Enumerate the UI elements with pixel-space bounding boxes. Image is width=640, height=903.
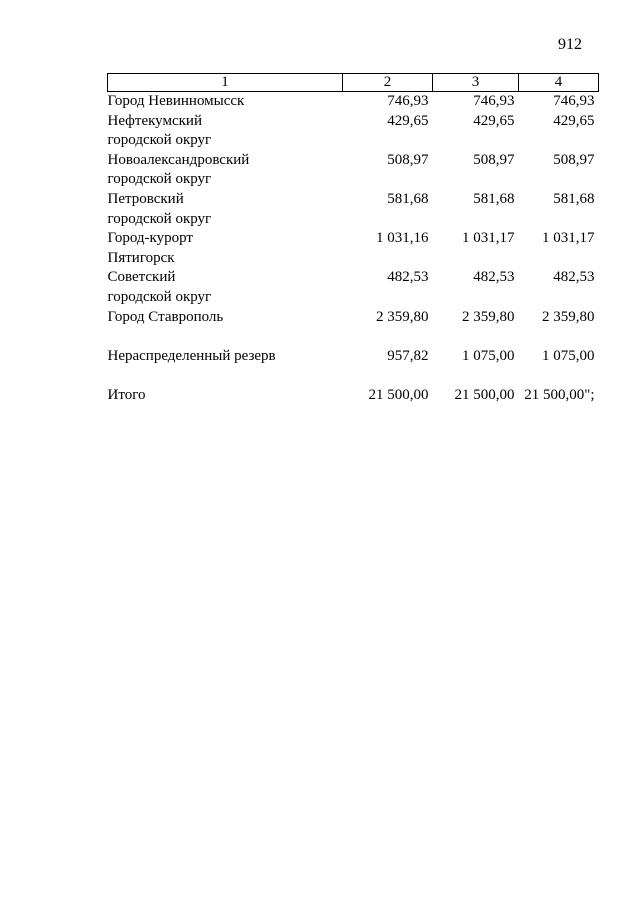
table-row (108, 229, 599, 268)
name-line: Советский (107, 269, 176, 286)
table-row (108, 268, 599, 307)
spacer (108, 366, 599, 386)
name-line: городской округ (107, 288, 212, 305)
amount-cell: 746,93 (387, 93, 429, 109)
name-line: городской округ (107, 210, 212, 227)
amount-cell: 482,53 (387, 269, 429, 286)
name-line: Город-курорт (107, 230, 193, 247)
municipality-name (108, 268, 343, 307)
amount-cell: 429,65 (387, 112, 429, 129)
amount-cell: 957,82 (387, 347, 429, 364)
column-header: 3 (433, 74, 519, 92)
table-row (108, 190, 599, 229)
table-row (108, 347, 599, 367)
amount-cell: 508,97 (553, 151, 595, 168)
amount-cell: 581,68 (553, 190, 595, 207)
amount-cell: 1 031,17 (462, 230, 515, 247)
amount-cell: 2 359,80 (542, 308, 595, 325)
amount-cell: 1 031,17 (542, 230, 595, 247)
amount-cell: 21 500,00 (368, 386, 429, 403)
amount-cell: 1 031,16 (376, 230, 429, 247)
amount-cell: 2 359,80 (462, 308, 515, 325)
name-line: Город Ставрополь (107, 308, 224, 325)
spacer-row (108, 366, 599, 386)
name-line: Пятигорск (107, 249, 175, 266)
amount-cell: 429,65 (553, 112, 595, 129)
name-line: Нераспределенный резерв (107, 347, 276, 364)
name-line: городской округ (107, 171, 212, 188)
column-header: 1 (108, 74, 343, 92)
table-row (108, 92, 599, 112)
amount-cell: 482,53 (553, 269, 595, 286)
amount-cell: 2 359,80 (376, 308, 429, 325)
amount-cell: 581,68 (473, 190, 515, 207)
amount-cell: 746,93 (473, 93, 515, 109)
amount-cell: 21 500,00 (454, 386, 515, 403)
municipality-name (108, 229, 343, 268)
municipality-name (108, 190, 343, 229)
page-number: 912 (558, 36, 582, 53)
amount-cell: 21 500,00"; (524, 386, 595, 403)
name-line: городской округ (107, 132, 212, 149)
allocation-table (107, 73, 599, 406)
column-header: 4 (519, 74, 599, 92)
amount-cell: 508,97 (473, 151, 515, 168)
name-line: Итого (107, 386, 146, 403)
table-row (108, 308, 599, 328)
spacer-row (108, 327, 599, 347)
municipality-name (108, 386, 343, 406)
amount-cell: 508,97 (387, 151, 429, 168)
amount-cell: 746,93 (553, 93, 595, 109)
name-line: Петровский (107, 190, 184, 207)
amount-cell: 1 075,00 (462, 347, 515, 364)
municipality-name (108, 151, 343, 190)
name-line: Нефтекумский (107, 112, 202, 129)
table-row (108, 151, 599, 190)
amount-cell: 1 075,00 (542, 347, 595, 364)
column-number-header-row (108, 74, 599, 92)
name-line: Новоалександровский (107, 151, 250, 168)
municipality-name (108, 112, 343, 151)
municipality-name (108, 347, 343, 367)
table-row (108, 386, 599, 406)
amount-cell: 429,65 (473, 112, 515, 129)
column-header: 2 (343, 74, 433, 92)
amount-cell: 581,68 (387, 190, 429, 207)
amount-cell: 482,53 (473, 269, 515, 286)
municipality-name (108, 92, 343, 112)
municipality-name (108, 308, 343, 328)
name-line: Город Невинномысск (107, 93, 245, 109)
spacer (108, 327, 599, 347)
table-row (108, 112, 599, 151)
